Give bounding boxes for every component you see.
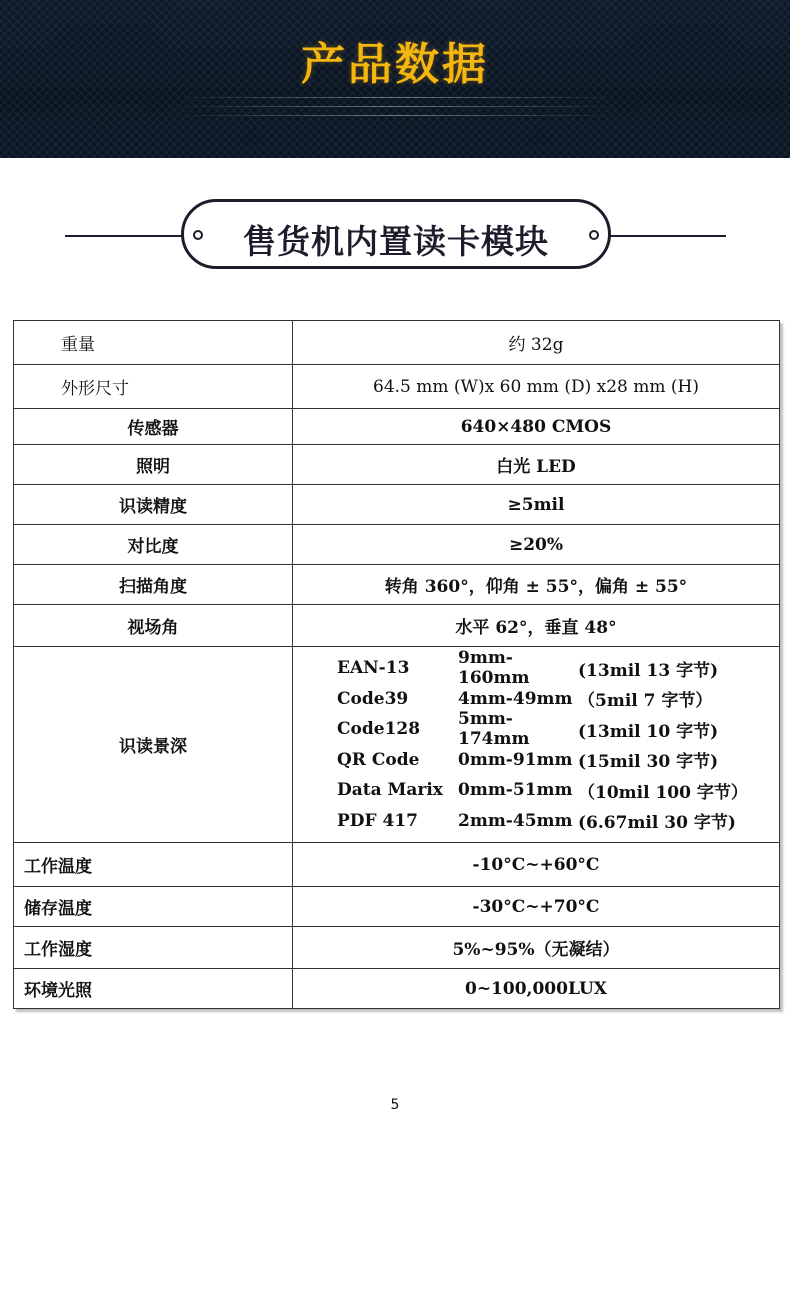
spec-label: 储存温度: [14, 887, 293, 927]
section-title: 售货机内置读卡模块: [243, 222, 549, 261]
spec-value: ≥5mil: [293, 485, 780, 525]
table-row: [14, 365, 780, 409]
banner-title: 产品数据: [301, 39, 489, 90]
spec-value: 白光 LED: [293, 445, 780, 485]
banner-decor-line: [170, 106, 620, 107]
table-row: [14, 409, 780, 445]
depth-range: 0mm-51mm: [458, 780, 573, 801]
depth-code: PDF 417: [337, 810, 418, 831]
table-row: [14, 605, 780, 647]
spec-value: 水平 62°，垂直 48°: [293, 605, 780, 647]
table-row: [14, 969, 780, 1009]
depth-row: [337, 745, 779, 776]
table-row: [14, 843, 780, 887]
depth-list: [293, 647, 779, 842]
banner-decor-line: [170, 97, 620, 98]
depth-note: (15mil 30 字节): [578, 752, 719, 773]
spec-label: 扫描角度: [14, 565, 293, 605]
table-row: [14, 321, 780, 365]
table-row: [14, 445, 780, 485]
spec-value: 0~100,000LUX: [293, 969, 780, 1009]
spec-label: 重量: [14, 321, 293, 365]
spec-label: 外形尺寸: [14, 365, 293, 409]
depth-note: (13mil 10 字节): [578, 721, 719, 742]
depth-code: Data Marix: [337, 780, 443, 801]
spec-label: 传感器: [14, 409, 293, 445]
spec-value: 约 32g: [293, 321, 780, 365]
depth-row: [337, 648, 779, 689]
table-row-depth: [14, 647, 780, 843]
spec-label: 识读精度: [14, 485, 293, 525]
spec-value: -30°C~+70°C: [293, 887, 780, 927]
spec-value: ≥20%: [293, 525, 780, 565]
depth-range: 5mm-174mm: [458, 709, 530, 750]
spec-label: 照明: [14, 445, 293, 485]
spec-value: 64.5 mm (W)x 60 mm (D) x28 mm (H): [293, 365, 780, 409]
heading-pill: [181, 199, 611, 269]
banner-decor-line: [170, 115, 620, 116]
spec-label: 识读景深: [14, 647, 293, 843]
depth-range: 0mm-91mm: [458, 749, 573, 770]
depth-code: Code128: [337, 719, 421, 740]
spec-value: 5%~95%（无凝结）: [293, 927, 780, 969]
spec-value: 转角 360°，仰角 ± 55°，偏角 ± 55°: [293, 565, 780, 605]
depth-note: （10mil 100 字节）: [578, 782, 748, 803]
depth-note: (13mil 13 字节): [578, 660, 719, 681]
table-row: [14, 887, 780, 927]
spec-label: 环境光照: [14, 969, 293, 1009]
spec-label: 工作湿度: [14, 927, 293, 969]
section-heading: [0, 199, 790, 273]
table-row: [14, 525, 780, 565]
page-number: 5: [390, 1097, 400, 1113]
table-row: [14, 565, 780, 605]
depth-range: 2mm-45mm: [458, 810, 573, 831]
table-row: [14, 485, 780, 525]
header-banner: [0, 0, 790, 158]
depth-range: 9mm-160mm: [458, 648, 530, 689]
spec-table: [13, 320, 780, 1009]
depth-code: QR Code: [337, 749, 420, 770]
spec-value: -10°C~+60°C: [293, 843, 780, 887]
depth-code: Code39: [337, 688, 409, 709]
spec-label: 视场角: [14, 605, 293, 647]
depth-note: (6.67mil 30 字节): [578, 813, 736, 834]
depth-row: [337, 709, 779, 750]
depth-row: [337, 806, 779, 837]
depth-code: EAN-13: [337, 658, 410, 679]
spec-label: 工作温度: [14, 843, 293, 887]
table-row: [14, 927, 780, 969]
spec-label: 对比度: [14, 525, 293, 565]
depth-row: [337, 775, 779, 806]
depth-range: 4mm-49mm: [458, 688, 573, 709]
heading-line-right: [609, 235, 726, 237]
depth-values: [293, 647, 780, 843]
depth-note: （5mil 7 字节）: [578, 691, 713, 712]
heading-line-left: [65, 235, 183, 237]
spec-value: 640×480 CMOS: [293, 409, 780, 445]
